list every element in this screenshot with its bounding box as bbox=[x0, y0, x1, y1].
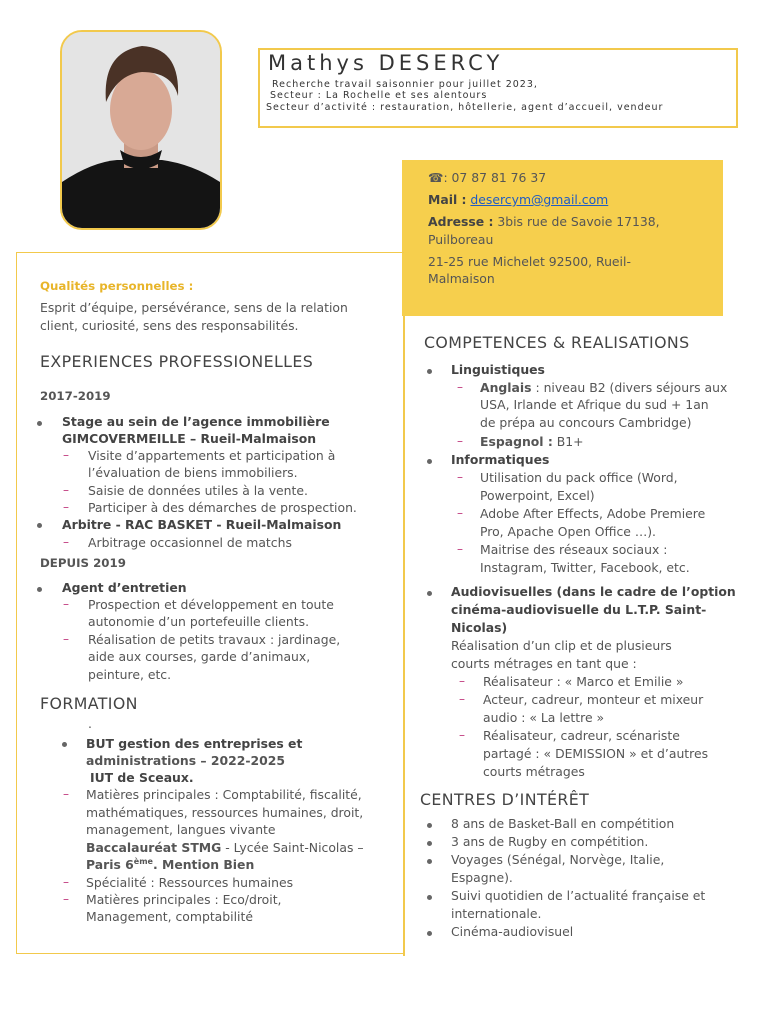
header-box bbox=[258, 48, 738, 128]
info-item-2b: Pro, Apache Open Office …). bbox=[480, 524, 656, 539]
address-2b: Malmaison bbox=[428, 271, 495, 286]
interest-1: 8 ans de Basket-Ball en compétition bbox=[451, 816, 675, 831]
dash-bullet: – bbox=[459, 728, 465, 742]
espagnol-label: Espagnol : bbox=[480, 434, 553, 449]
job-1-item-1b: l’évaluation de biens immobiliers. bbox=[88, 465, 298, 480]
but-school: IUT de Sceaux. bbox=[90, 770, 194, 785]
address-1b: Puilboreau bbox=[428, 232, 494, 247]
dash-bullet: – bbox=[457, 470, 463, 484]
address-line-1 bbox=[428, 214, 660, 229]
info-item-2a: Adobe After Effects, Adobe Premiere bbox=[480, 506, 706, 521]
job-1-title-a: Stage au sein de l’agence immobilière bbox=[62, 414, 330, 429]
bullet-dot bbox=[427, 591, 432, 596]
bac-school: - Lycée Saint-Nicolas – bbox=[221, 840, 364, 855]
job-3-item-1a: Prospection et développement en toute bbox=[88, 597, 334, 612]
job-2-item: Arbitrage occasionnel de matchs bbox=[88, 535, 292, 550]
av-item-1: Réalisateur : « Marco et Emilie » bbox=[483, 674, 684, 689]
job-1-item-1a: Visite d’appartements et participation à bbox=[88, 448, 336, 463]
bullet-dot bbox=[427, 369, 432, 374]
bac-mention: . Mention Bien bbox=[152, 857, 255, 872]
interest-4a: Suivi quotidien de l’actualité française et bbox=[451, 888, 706, 903]
dash-bullet: – bbox=[63, 632, 69, 646]
contact-block bbox=[402, 160, 723, 316]
dash-bullet: – bbox=[457, 434, 463, 448]
bullet-dot bbox=[427, 841, 432, 846]
dash-bullet: – bbox=[63, 448, 69, 462]
skills-title: COMPETENCES & REALISATIONS bbox=[424, 333, 690, 352]
bac-line bbox=[86, 840, 364, 855]
bac-item-1: Spécialité : Ressources humaines bbox=[86, 875, 294, 890]
job-3-item-2c: peinture, etc. bbox=[88, 667, 172, 682]
info-title: Informatiques bbox=[451, 452, 550, 467]
but-title-b-line bbox=[86, 753, 285, 768]
av-title-2: cinéma-audiovisuelle du L.T.P. Saint- bbox=[451, 602, 707, 617]
dash-bullet: – bbox=[459, 692, 465, 706]
espagnol-line bbox=[480, 434, 584, 449]
av-item-3c: courts métrages bbox=[483, 764, 585, 779]
header-line-1: Recherche travail saisonnier pour juillet 2023, bbox=[272, 79, 538, 90]
dash-bullet: – bbox=[63, 535, 69, 549]
av-item-3a: Réalisateur, cadreur, scénariste bbox=[483, 728, 680, 743]
bac-title: Baccalauréat STMG bbox=[86, 840, 222, 855]
phone-icon: ☎ bbox=[428, 170, 444, 185]
but-subjects-2: mathématiques, ressources humaines, droit, bbox=[86, 805, 364, 820]
interest-3b: Espagne). bbox=[451, 870, 513, 885]
phone-line bbox=[428, 170, 546, 185]
header-line-3: Secteur d’activité : restauration, hôtellerie, agent d’accueil, vendeur bbox=[266, 102, 664, 113]
candidate-name: Mathys DESERCY bbox=[268, 51, 504, 75]
interest-5: Cinéma-audiovisuel bbox=[451, 924, 574, 939]
job-3-item-1b: autonomie d’un portefeuille clients. bbox=[88, 614, 310, 629]
dash-bullet: – bbox=[63, 892, 69, 906]
but-subjects-1: Matières principales : Comptabilité, fiscalité, bbox=[86, 787, 362, 802]
bullet-dot bbox=[427, 823, 432, 828]
bac-sup: ème bbox=[133, 857, 153, 866]
qualities-line-1: Esprit d’équipe, persévérance, sens de la relation bbox=[40, 300, 348, 315]
interest-3a: Voyages (Sénégal, Norvège, Italie, bbox=[451, 852, 665, 867]
job-1-title-b: GIMCOVERMEILLE – Rueil-Malmaison bbox=[62, 431, 317, 446]
but-title-a: BUT gestion des entreprises et bbox=[86, 736, 303, 751]
address-1a: 3bis rue de Savoie 17138, bbox=[497, 214, 660, 229]
av-text-2: courts métrages en tant que : bbox=[451, 656, 637, 671]
job-2-title: Arbitre - RAC BASKET - Rueil-Malmaison bbox=[62, 517, 342, 532]
anglais-line-3: de prépa au concours Cambridge) bbox=[480, 415, 692, 430]
header-line-2: Secteur : La Rochelle et ses alentours bbox=[270, 90, 488, 101]
anglais-line-2: USA, Irlande et Afrique du sud + 1an bbox=[480, 397, 709, 412]
job-3-item-2b: aide aux courses, garde d’animaux, bbox=[88, 649, 311, 664]
av-text-1: Réalisation d’un clip et de plusieurs bbox=[451, 638, 672, 653]
anglais-line-1 bbox=[480, 380, 727, 395]
phone-number: : 07 87 81 76 37 bbox=[443, 170, 547, 185]
bullet-dot bbox=[62, 742, 67, 747]
address-label: Adresse : bbox=[428, 214, 494, 229]
av-item-3b: partagé : « DEMISSION » et d’autres bbox=[483, 746, 709, 761]
dash-bullet: – bbox=[63, 787, 69, 801]
but-years: – 2022-2025 bbox=[196, 753, 286, 768]
profile-photo bbox=[60, 30, 222, 230]
bac-item-2: Matières principales : Eco/droit, bbox=[86, 892, 282, 907]
dash-bullet: – bbox=[63, 597, 69, 611]
job-1-item-3: Participer à des démarches de prospection. bbox=[88, 500, 357, 515]
bullet-dot bbox=[37, 421, 42, 426]
but-title-b: administrations bbox=[86, 753, 197, 768]
espagnol-level: B1+ bbox=[552, 434, 584, 449]
dash-bullet: – bbox=[63, 875, 69, 889]
bullet-dot bbox=[427, 931, 432, 936]
address-2a: 21-25 rue Michelet 92500, Rueil- bbox=[428, 254, 631, 269]
mail-line bbox=[428, 192, 608, 207]
interest-2: 3 ans de Rugby en compétition. bbox=[451, 834, 649, 849]
bac-city: Paris 6 bbox=[86, 857, 134, 872]
formation-title: FORMATION bbox=[40, 694, 138, 713]
av-item-2b: audio : « La lettre » bbox=[483, 710, 605, 725]
but-subjects-3: management, langues vivante bbox=[86, 822, 276, 837]
dash-bullet: – bbox=[457, 542, 463, 556]
anglais-text-1: : niveau B2 (divers séjours aux bbox=[531, 380, 728, 395]
bullet-dot bbox=[427, 459, 432, 464]
bac-item-3: Management, comptabilité bbox=[86, 909, 253, 924]
info-item-3b: Instagram, Twitter, Facebook, etc. bbox=[480, 560, 690, 575]
av-title-1: Audiovisuelles (dans le cadre de l’option bbox=[451, 584, 736, 599]
qualities-line-2: client, curiosité, sens des responsabilités. bbox=[40, 318, 299, 333]
ling-title: Linguistiques bbox=[451, 362, 545, 377]
qualities-title: Qualités personnelles : bbox=[40, 279, 194, 293]
anglais-label: Anglais bbox=[480, 380, 532, 395]
dash-bullet: – bbox=[457, 506, 463, 520]
mail-label: Mail : bbox=[428, 192, 467, 207]
job-3-item-2a: Réalisation de petits travaux : jardinage, bbox=[88, 632, 341, 647]
dash-bullet: – bbox=[457, 380, 463, 394]
bullet-dot bbox=[427, 895, 432, 900]
info-item-1a: Utilisation du pack office (Word, bbox=[480, 470, 678, 485]
experience-title: EXPERIENCES PROFESSIONELLES bbox=[40, 352, 314, 371]
column-divider bbox=[403, 316, 405, 956]
job-1-item-2: Saisie de données utiles à la vente. bbox=[88, 483, 308, 498]
dash-bullet: – bbox=[63, 483, 69, 497]
bullet-dot bbox=[427, 859, 432, 864]
interest-4b: internationale. bbox=[451, 906, 542, 921]
info-item-3a: Maitrise des réseaux sociaux : bbox=[480, 542, 668, 557]
bac-line-2 bbox=[86, 857, 254, 872]
interests-title: CENTRES D’INTÉRÊT bbox=[420, 790, 590, 809]
job-3-title: Agent d’entretien bbox=[62, 580, 187, 595]
info-item-1b: Powerpoint, Excel) bbox=[480, 488, 595, 503]
dash-bullet: – bbox=[459, 674, 465, 688]
bullet-dot bbox=[37, 587, 42, 592]
dash-bullet: – bbox=[63, 500, 69, 514]
av-title-3: Nicolas) bbox=[451, 620, 508, 635]
period-2017: 2017-2019 bbox=[40, 389, 111, 403]
formation-dot: . bbox=[88, 716, 92, 731]
period-2019: DEPUIS 2019 bbox=[40, 556, 126, 570]
av-item-2a: Acteur, cadreur, monteur et mixeur bbox=[483, 692, 704, 707]
bullet-dot bbox=[37, 523, 42, 528]
mail-link[interactable]: desercym@gmail.com bbox=[470, 192, 609, 207]
